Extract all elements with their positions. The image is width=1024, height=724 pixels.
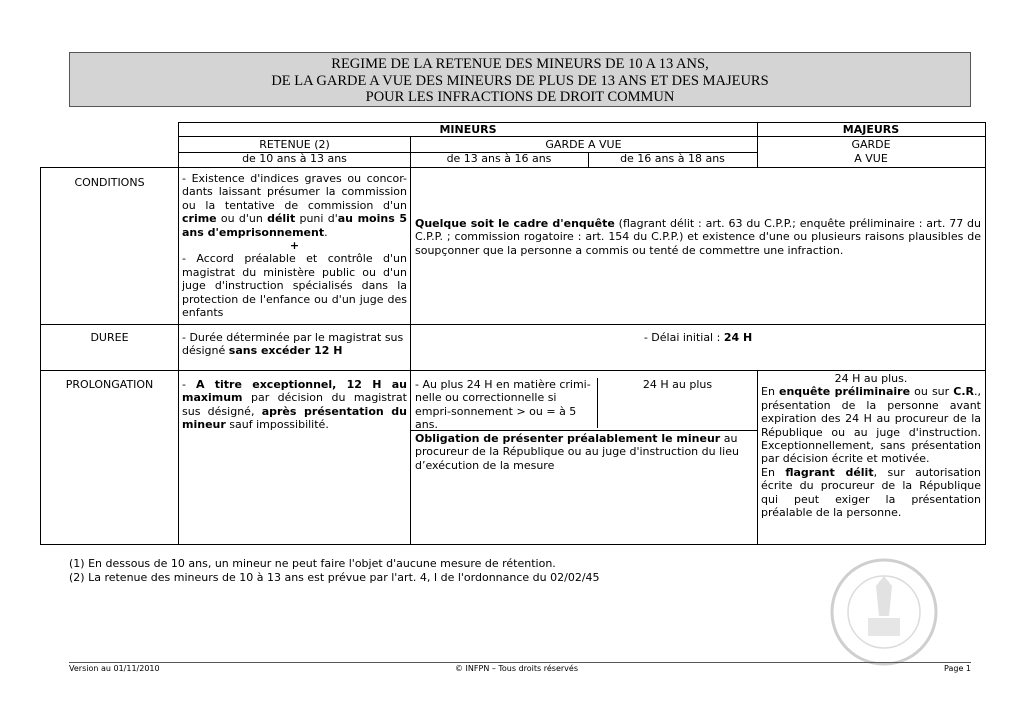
- duree-gav-bold: 24 H: [723, 331, 753, 344]
- prolongation-retenue-dash: -: [182, 378, 196, 391]
- footer-copyright: © INFPN – Tous droits réservés: [455, 664, 578, 673]
- footnote-1: (1) En dessous de 10 ans, un mineur ne peut faire l'objet d'aucune mesure de rétention.: [69, 557, 556, 570]
- header-a-vue: A VUE: [757, 152, 986, 168]
- col-border-left: [40, 167, 41, 545]
- prolongation-16-18: 24 H au plus: [642, 378, 713, 391]
- duree-retenue: [182, 331, 407, 358]
- conditions-retenue-text-d: .: [324, 225, 328, 239]
- row-label-duree: DUREE: [90, 331, 129, 344]
- conditions-retenue-text-a: - Existence d'indices graves ou concor-dants laissant présumer la commission ou la tentative de commission d'un: [182, 172, 407, 212]
- prolongation-obligation: [415, 432, 753, 472]
- obligation-bold: Obligation de présenter préalablement le mineur: [415, 432, 721, 445]
- duree-gav: [411, 331, 985, 344]
- conditions-retenue-peine: au moins 5 ans d'emprisonnement: [182, 212, 407, 239]
- maj-3c: , sur autorisation écrite du procureur de la République qui peut exiger la présentation préalable de la personne.: [761, 465, 981, 520]
- prolongation-retenue-bold-a: A titre exceptionnel, 12 H au maximum: [182, 378, 408, 405]
- row-border-prolongation: [40, 370, 986, 371]
- document-title: [69, 52, 971, 107]
- row-border-top: [40, 167, 986, 168]
- conditions-retenue-text-c: puni d': [295, 212, 338, 226]
- prolongation-13-16: - Au plus 24 H en matière crimi-nelle ou correctionnelle si empri-sonnement > ou = à 5 ans.: [415, 378, 591, 432]
- header-garde: GARDE: [757, 136, 986, 153]
- obligation-text: au procureur de la République ou au juge d'instruction du lieu d’exécution de la mesure: [415, 432, 739, 472]
- conditions-accord: - Accord préalable et contrôle d'un magistrat du ministère public ou d'un juge d'instruction spécialisés dans la protection de l'enfance ou d'un juge des enfants: [182, 252, 407, 320]
- prolongation-retenue-text: par décision du magistrat sus désigné,: [182, 391, 407, 418]
- maj-2a: En: [761, 385, 780, 399]
- footer-page: Page 1: [944, 664, 971, 673]
- row-label-prolongation: PROLONGATION: [65, 378, 154, 391]
- maj-2c: ou sur: [910, 385, 954, 399]
- majeurs-flagrant: [761, 466, 981, 520]
- duree-retenue-text: - Durée déterminée par le magistrat sus désigné: [182, 331, 404, 358]
- row-border-bottom: [40, 544, 986, 545]
- header-retenue: RETENUE (2): [178, 136, 411, 153]
- row-border-duree: [40, 324, 986, 325]
- maj-2e: ., présentation de la personne avant expiration des 24 H au procureur de la République ou au juge d'instruction. Exceptionnellement, sans présentation par décision écrite et motivée.: [761, 385, 981, 466]
- header-age-16-18: de 16 ans à 18 ans: [588, 152, 758, 168]
- conditions-gav-bold: Quelque soit le cadre d'enquête: [415, 217, 615, 230]
- title-line-3: POUR LES INFRACTIONS DE DROIT COMMUN: [365, 89, 675, 105]
- page-footer: [69, 662, 971, 673]
- title-line-1: REGIME DE LA RETENUE DES MINEURS DE 10 A 13 ANS,: [331, 56, 709, 72]
- footer-version: Version au 01/11/2010: [69, 664, 160, 673]
- conditions-plus: +: [289, 239, 300, 253]
- conditions-retenue-crime: crime: [182, 212, 217, 226]
- col-border-gav: [410, 167, 411, 545]
- conditions-retenue: [182, 172, 407, 319]
- conditions-gav-text: (flagrant délit : art. 63 du C.P.P.; enquête préliminaire : art. 77 du C.P.P. ; commission rogatoire : art. 154 du C.P.P.) et existence d'une ou plusieurs raisons plausibles de soupçonner que la personne a commis ou tenté de commettre une infraction.: [415, 217, 981, 257]
- maj-2b: enquête préliminaire: [779, 385, 911, 399]
- duree-retenue-bold: sans excéder 12 H: [228, 344, 343, 358]
- header-garde-a-vue: GARDE A VUE: [410, 136, 758, 153]
- majeurs-24h: 24 H au plus.: [834, 372, 908, 385]
- maj-3a: En: [761, 465, 786, 479]
- duree-gav-text: - Délai initial :: [643, 331, 724, 344]
- conditions-retenue-text-b: ou d'un: [216, 212, 268, 226]
- conditions-gav: [415, 217, 981, 257]
- circular-seal-stamp: [824, 556, 944, 668]
- footnotes: [69, 557, 600, 585]
- majeurs-enquete: [761, 385, 981, 465]
- maj-2d: C.R: [953, 385, 974, 399]
- col-border-majeurs: [757, 370, 758, 545]
- col-border-right: [985, 167, 986, 545]
- conditions-retenue-delit: délit: [267, 212, 296, 226]
- prolongation-majeurs: [761, 372, 981, 519]
- prolongation-retenue: [182, 378, 407, 432]
- row-label-conditions: CONDITIONS: [74, 176, 145, 189]
- prolongation-retenue-bold-b: après présentation du mineur: [182, 404, 408, 432]
- header-age-10-13: de 10 ans à 13 ans: [178, 152, 411, 168]
- maj-3b: flagrant délit: [785, 465, 874, 479]
- prolongation-retenue-end: sauf impossibilité.: [225, 418, 329, 432]
- footnote-2: (2) La retenue des mineurs de 10 à 13 ans est prévue par l'art. 4, I de l'ordonnance du 02/02/45: [69, 571, 600, 584]
- col-border-retenue: [178, 167, 179, 545]
- header-majeurs: MAJEURS: [757, 122, 986, 137]
- title-line-2: DE LA GARDE A VUE DES MINEURS DE PLUS DE 13 ANS ET DES MAJEURS: [271, 72, 769, 89]
- header-mineurs: MINEURS: [178, 122, 758, 137]
- header-age-13-16: de 13 ans à 16 ans: [410, 152, 589, 168]
